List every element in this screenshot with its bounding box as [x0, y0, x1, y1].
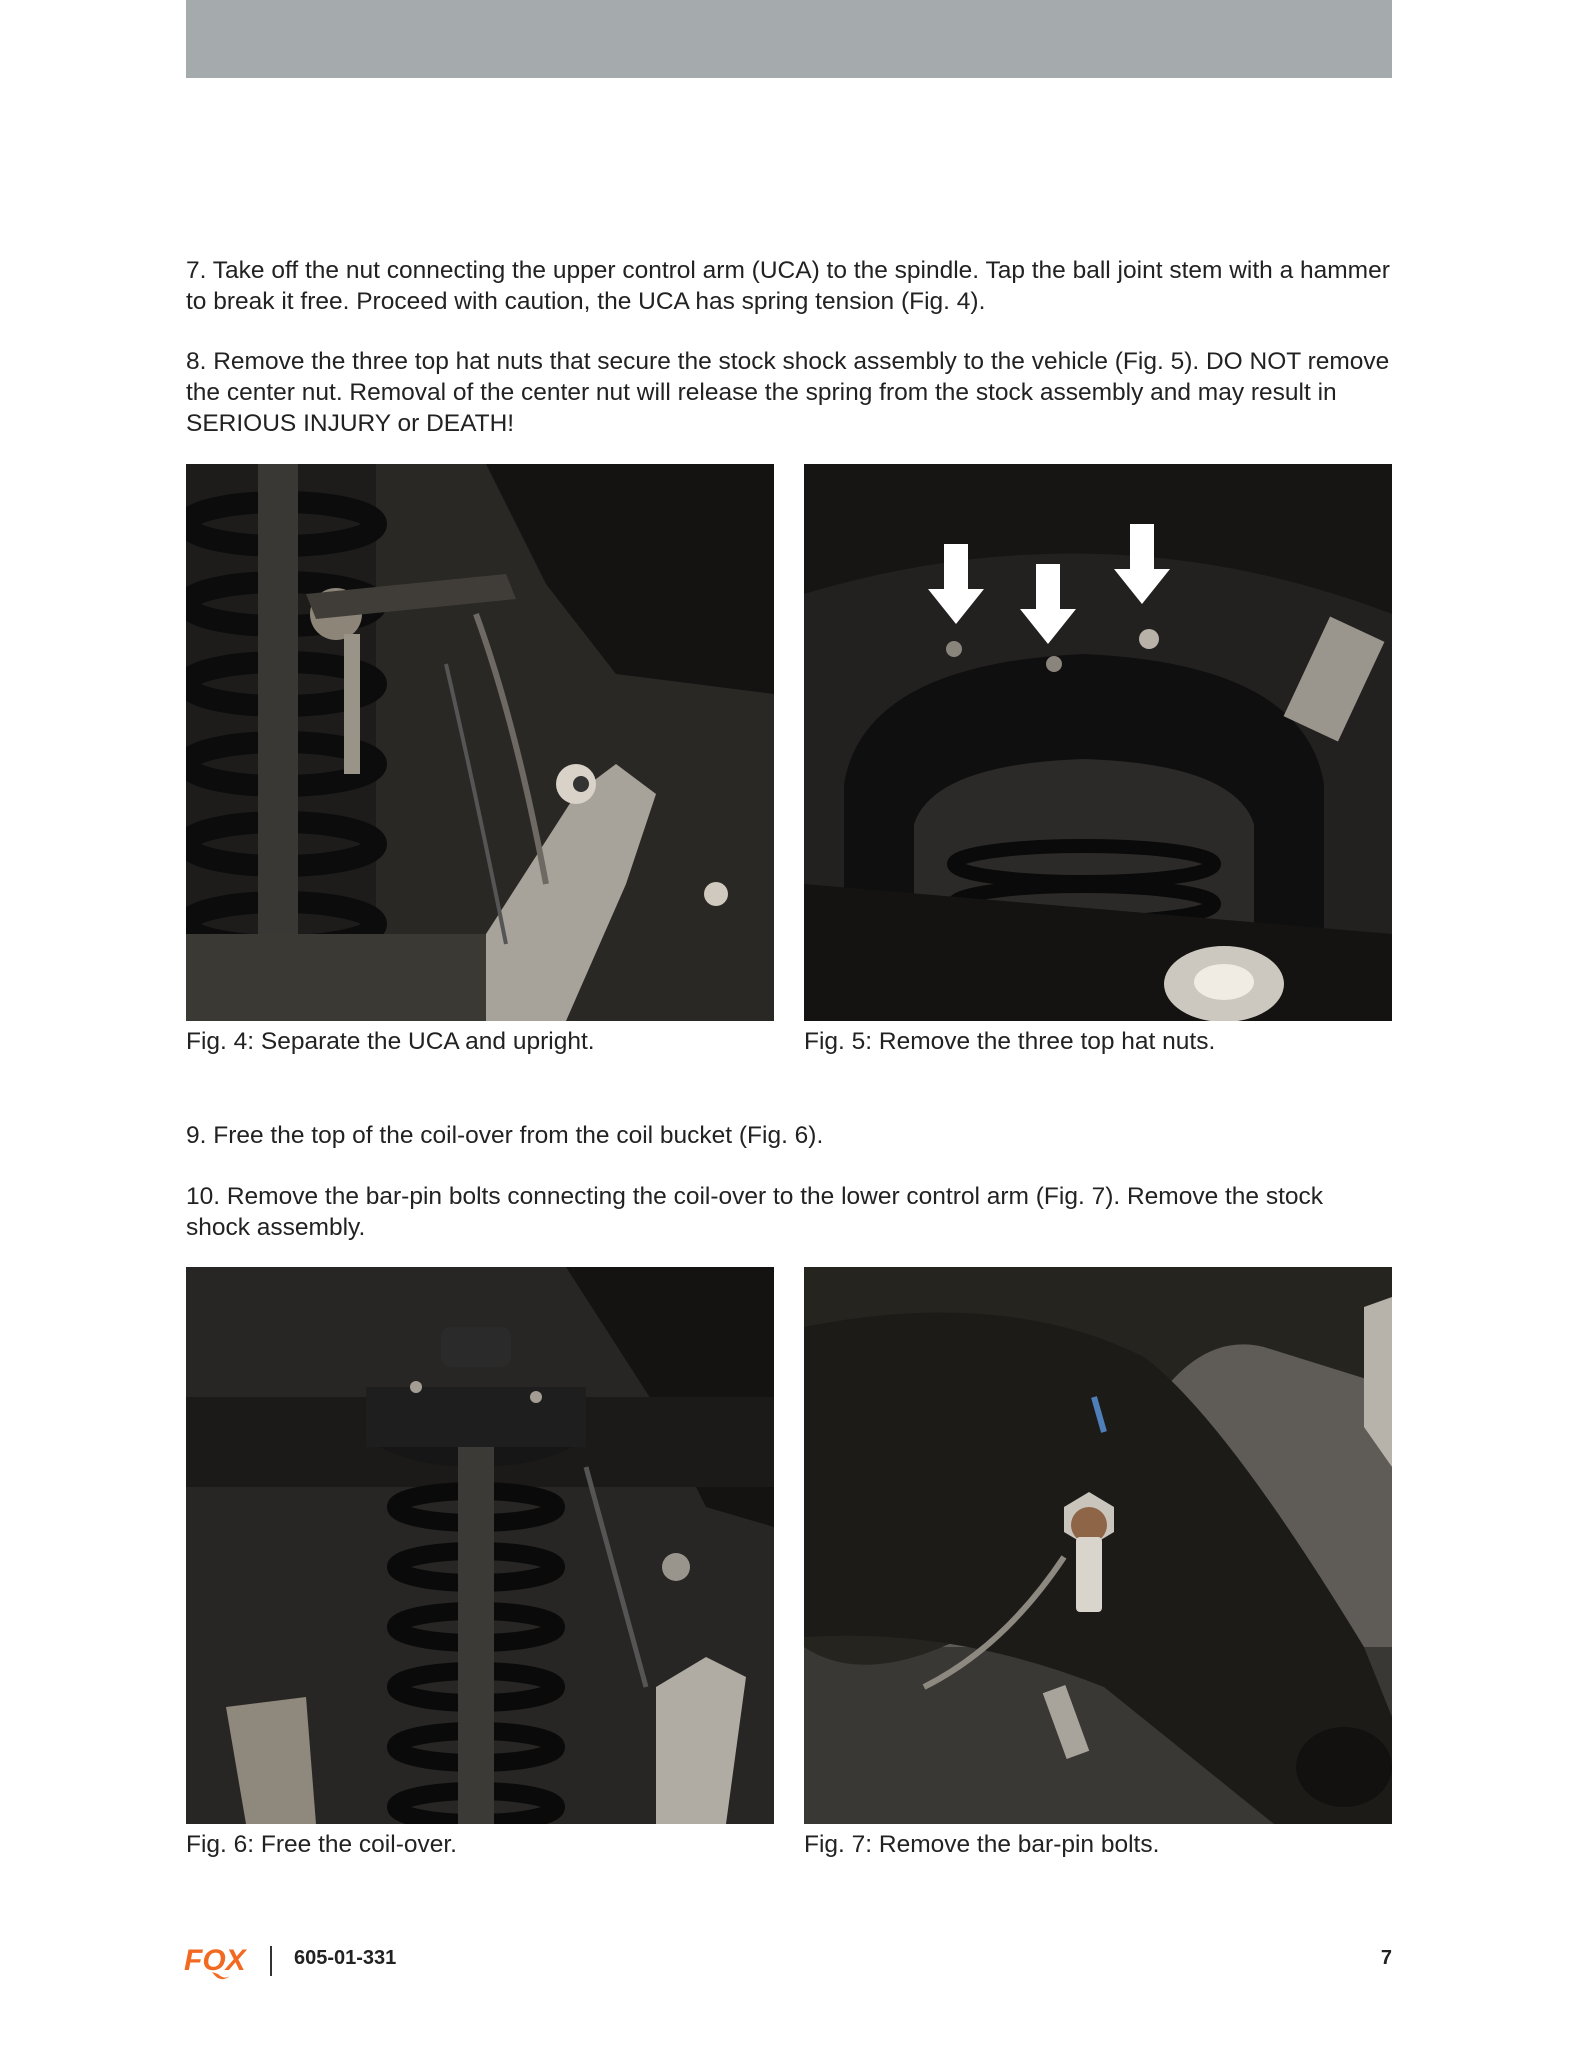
fox-logo-text: FOX — [184, 1944, 246, 1977]
fig7-caption: Fig. 7: Remove the bar-pin bolts. — [804, 1831, 1160, 1858]
fox-logo — [184, 1940, 250, 1984]
fig4-photo — [186, 464, 774, 1021]
footer-part-number: 605-01-331 — [294, 1947, 397, 1969]
page-number: 7 — [1380, 1947, 1392, 1969]
fig5-photo — [804, 464, 1392, 1021]
fig6-caption: Fig. 6: Free the coil-over. — [186, 1831, 457, 1858]
fig6-photo — [186, 1267, 774, 1824]
header-bar — [186, 0, 1392, 78]
footer-divider — [270, 1946, 272, 1976]
step-9-text: 9. Free the top of the coil-over from the coil bucket (Fig. 6). — [186, 1122, 824, 1149]
fig5-caption: Fig. 5: Remove the three top hat nuts. — [804, 1028, 1216, 1055]
fig4-caption: Fig. 4: Separate the UCA and upright. — [186, 1028, 595, 1055]
step-10-text: 10. Remove the bar-pin bolts connecting the coil-over to the lower control arm (Fig. 7). Remove the stock shock assembly. — [186, 1183, 1324, 1241]
step-8-text: 8. Remove the three top hat nuts that secure the stock shock assembly to the vehicle (Fig. 5). DO NOT remove the center nut. Removal of the center nut will release the spring from the stock assembly and may result in SERIOUS INJURY or DEATH! — [186, 348, 1390, 437]
step-7-text: 7. Take off the nut connecting the upper control arm (UCA) to the spindle. Tap the ball joint stem with a hammer to break it free. Proceed with caution, the UCA has spring tension (Fig. 4). — [186, 257, 1390, 315]
fig7-photo — [804, 1267, 1392, 1824]
